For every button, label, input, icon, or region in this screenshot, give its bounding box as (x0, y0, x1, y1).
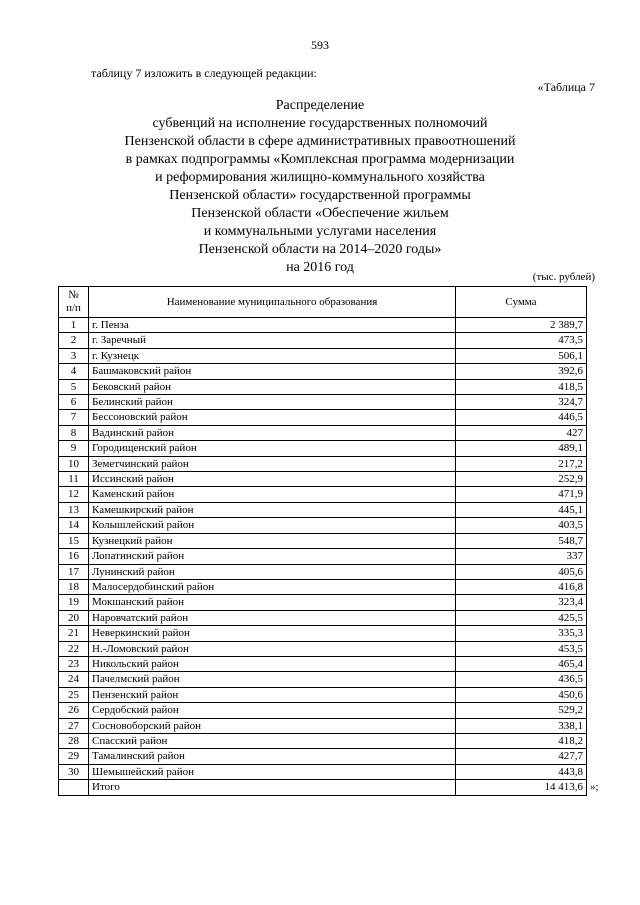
row-sum: 506,1 (456, 348, 587, 363)
row-number: 27 (59, 718, 89, 733)
row-sum: 323,4 (456, 595, 587, 610)
row-number: 2 (59, 333, 89, 348)
table-row (59, 318, 587, 333)
table-row (59, 656, 587, 671)
table-row (59, 502, 587, 517)
row-name: Вадинский район (89, 425, 456, 440)
table-row (59, 364, 587, 379)
title-line: и реформирования жилищно-коммунального хозяйства (155, 170, 485, 185)
row-sum: 471,9 (456, 487, 587, 502)
row-name: Пензенский район (89, 687, 456, 702)
row-name: Камешкирский район (89, 502, 456, 517)
row-name: Колышлейский район (89, 518, 456, 533)
row-name: Неверкинский район (89, 626, 456, 641)
row-name: г. Заречный (89, 333, 456, 348)
title-line: Пензенской области на 2014–2020 годы» (198, 242, 442, 257)
header-sum: Сумма (456, 287, 587, 318)
table-row (59, 487, 587, 502)
row-number: 29 (59, 749, 89, 764)
row-name: Тамалинский район (89, 749, 456, 764)
table-row (59, 472, 587, 487)
table-row (59, 518, 587, 533)
row-name: Лунинский район (89, 564, 456, 579)
row-name: Наровчатский район (89, 610, 456, 625)
row-name: Никольский район (89, 656, 456, 671)
table-row (59, 687, 587, 702)
row-sum: 324,7 (456, 395, 587, 410)
title-line: Распределение (275, 98, 365, 113)
row-name: Мокшанский район (89, 595, 456, 610)
row-name: Иссинский район (89, 472, 456, 487)
table-row (59, 395, 587, 410)
row-sum: 337 (456, 549, 587, 564)
row-number: 16 (59, 549, 89, 564)
row-number: 18 (59, 579, 89, 594)
row-number: 17 (59, 564, 89, 579)
table-row (59, 348, 587, 363)
header-name: Наименование муниципального образования (89, 287, 456, 318)
row-number: 20 (59, 610, 89, 625)
row-name: Кузнецкий район (89, 533, 456, 548)
table-header-row (59, 287, 587, 318)
row-name: Лопатинский район (89, 549, 456, 564)
table-row (59, 626, 587, 641)
row-sum: 450,6 (456, 687, 587, 702)
row-sum: 392,6 (456, 364, 587, 379)
row-number: 4 (59, 364, 89, 379)
table-reference: «Таблица 7 (537, 80, 595, 94)
subvention-table (58, 286, 587, 796)
row-number: 5 (59, 379, 89, 394)
table-row (59, 379, 587, 394)
table-row (59, 441, 587, 456)
row-sum: 217,2 (456, 456, 587, 471)
table-row (59, 410, 587, 425)
table-row (59, 564, 587, 579)
row-name: Малосердобинский район (89, 579, 456, 594)
row-number: 11 (59, 472, 89, 487)
row-number: 23 (59, 656, 89, 671)
units-label: (тыс. рублей) (532, 271, 595, 283)
row-sum: 446,5 (456, 410, 587, 425)
row-name: г. Кузнецк (89, 348, 456, 363)
row-sum: 453,5 (456, 641, 587, 656)
row-sum: 252,9 (456, 472, 587, 487)
row-number (59, 780, 89, 795)
row-number: 22 (59, 641, 89, 656)
total-row (59, 780, 587, 795)
row-sum: 405,6 (456, 564, 587, 579)
row-number: 24 (59, 672, 89, 687)
row-sum: 425,5 (456, 610, 587, 625)
row-number: 25 (59, 687, 89, 702)
table-row (59, 579, 587, 594)
intro-text: таблицу 7 изложить в следующей редакции: (91, 66, 317, 80)
row-sum: 489,1 (456, 441, 587, 456)
row-number: 21 (59, 626, 89, 641)
row-name: Пачелмский район (89, 672, 456, 687)
row-number: 28 (59, 733, 89, 748)
row-sum: 416,8 (456, 579, 587, 594)
row-number: 10 (59, 456, 89, 471)
row-sum: 465,4 (456, 656, 587, 671)
row-number: 13 (59, 502, 89, 517)
row-name: Итого (89, 780, 456, 795)
table-row (59, 703, 587, 718)
title-line: Пензенской области» государственной программы (169, 188, 471, 203)
row-number: 14 (59, 518, 89, 533)
row-sum: 418,5 (456, 379, 587, 394)
table-row (59, 733, 587, 748)
row-name: Сосновоборский район (89, 718, 456, 733)
row-sum: 548,7 (456, 533, 587, 548)
row-number: 26 (59, 703, 89, 718)
closing-mark: »; (590, 781, 599, 793)
table-row (59, 610, 587, 625)
table-row (59, 749, 587, 764)
row-sum: 436,5 (456, 672, 587, 687)
title-line: Пензенской области «Обеспечение жильем (191, 206, 449, 221)
row-name: Сердобский район (89, 703, 456, 718)
row-name: Шемышейский район (89, 764, 456, 779)
table-row (59, 333, 587, 348)
row-number: 1 (59, 318, 89, 333)
table-row (59, 425, 587, 440)
row-name: Башмаковский район (89, 364, 456, 379)
row-name: Бековский район (89, 379, 456, 394)
row-number: 8 (59, 425, 89, 440)
row-sum: 443,8 (456, 764, 587, 779)
row-number: 3 (59, 348, 89, 363)
row-sum: 445,1 (456, 502, 587, 517)
table-row (59, 595, 587, 610)
row-name: Каменский район (89, 487, 456, 502)
table-row (59, 672, 587, 687)
table-row (59, 549, 587, 564)
row-name: Спасский район (89, 733, 456, 748)
row-number: 19 (59, 595, 89, 610)
table-row (59, 533, 587, 548)
row-number: 12 (59, 487, 89, 502)
row-sum: 335,3 (456, 626, 587, 641)
table-row (59, 718, 587, 733)
title-line: в рамках подпрограммы «Комплексная программа модернизации (125, 152, 515, 167)
row-number: 15 (59, 533, 89, 548)
header-number: № п/п (59, 287, 89, 318)
title-line: субвенций на исполнение государственных полномочий (152, 116, 488, 131)
row-name: Н.-Ломовский район (89, 641, 456, 656)
page-number: 593 (311, 38, 329, 52)
title-line: на 2016 год (286, 260, 354, 275)
table-row (59, 456, 587, 471)
row-sum: 14 413,6 (456, 780, 587, 795)
row-sum: 529,2 (456, 703, 587, 718)
title-line: Пензенской области в сфере административных правоотношений (124, 134, 516, 149)
row-sum: 473,5 (456, 333, 587, 348)
row-sum: 427 (456, 425, 587, 440)
document-title (0, 97, 640, 277)
row-sum: 418,2 (456, 733, 587, 748)
row-number: 6 (59, 395, 89, 410)
table-row (59, 764, 587, 779)
row-sum: 2 389,7 (456, 318, 587, 333)
row-sum: 427,7 (456, 749, 587, 764)
row-number: 30 (59, 764, 89, 779)
table-row (59, 641, 587, 656)
title-line: и коммунальными услугами населения (203, 224, 437, 239)
row-name: Бессоновский район (89, 410, 456, 425)
row-name: Белинский район (89, 395, 456, 410)
row-number: 9 (59, 441, 89, 456)
row-sum: 403,5 (456, 518, 587, 533)
row-name: Городищенский район (89, 441, 456, 456)
row-number: 7 (59, 410, 89, 425)
row-sum: 338,1 (456, 718, 587, 733)
row-name: Земетчинский район (89, 456, 456, 471)
row-name: г. Пенза (89, 318, 456, 333)
